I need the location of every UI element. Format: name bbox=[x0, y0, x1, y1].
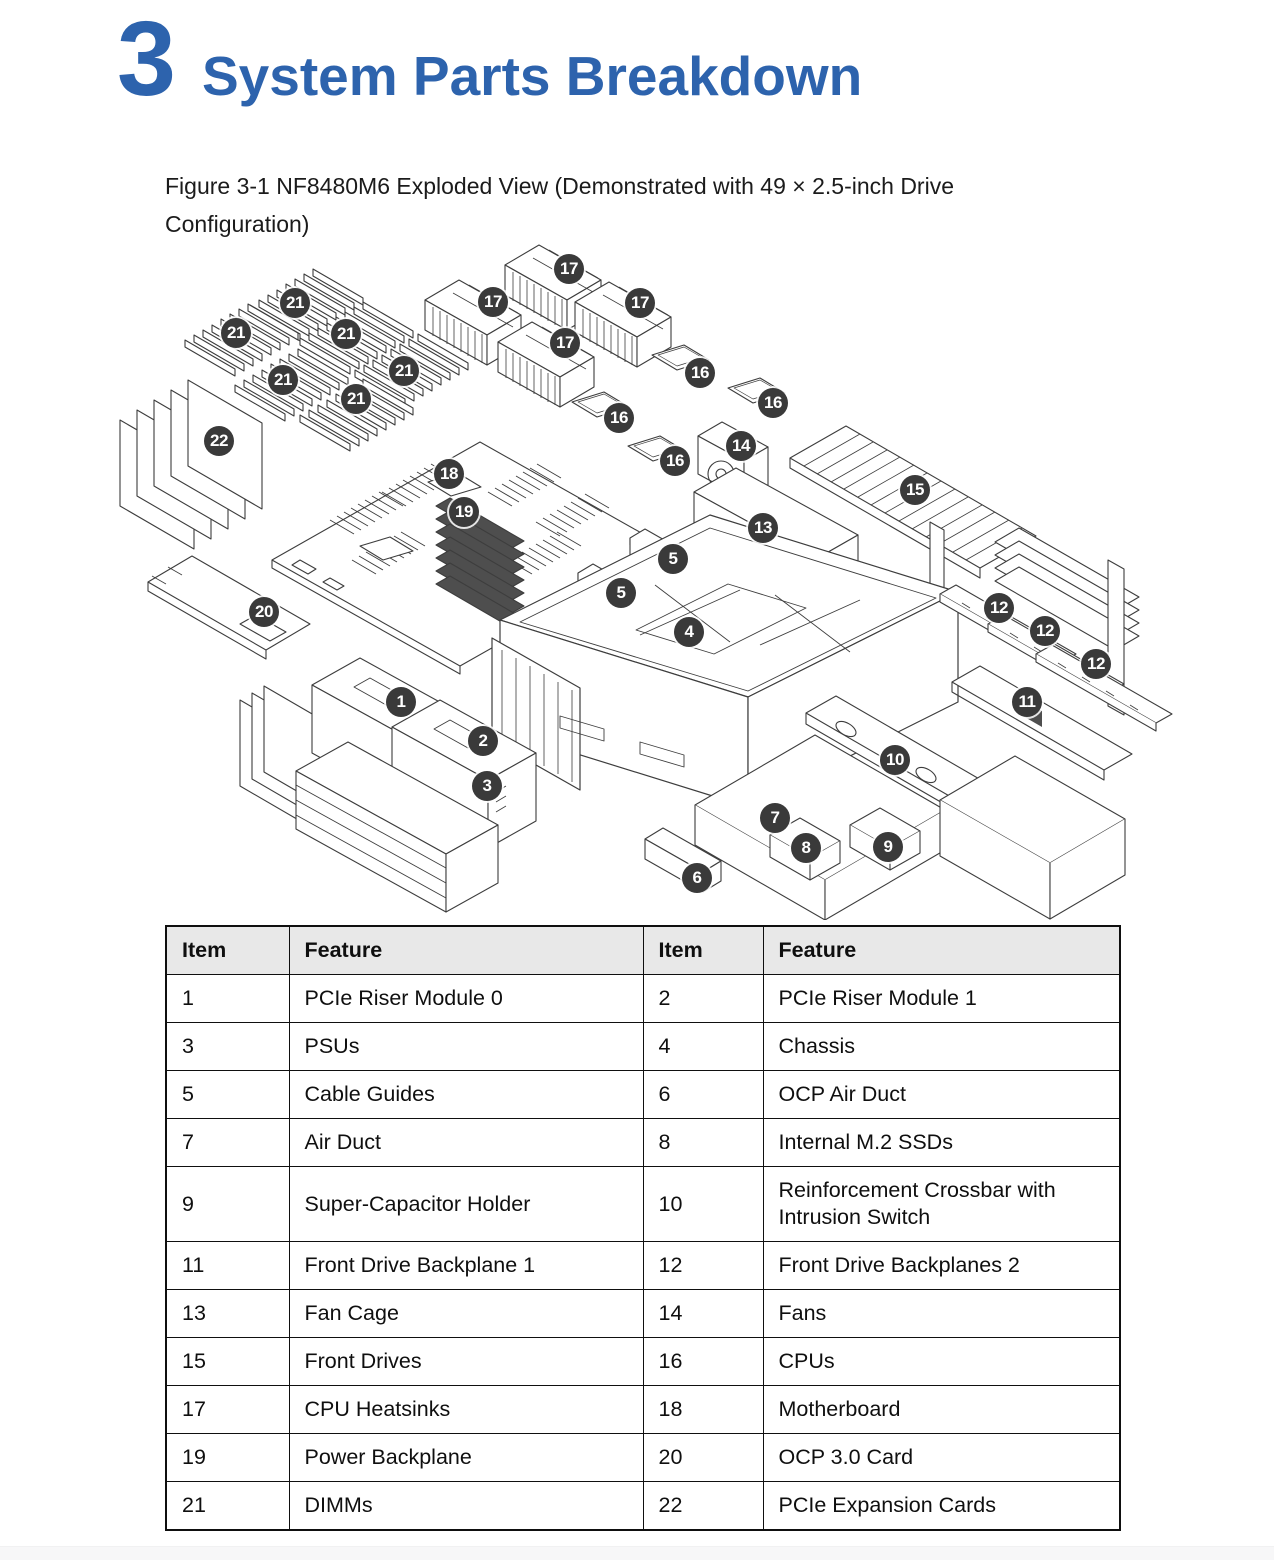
callout-11: 11 bbox=[1012, 687, 1042, 717]
feature-cell: PCIe Riser Module 0 bbox=[289, 975, 643, 1023]
callout-21: 21 bbox=[268, 365, 298, 395]
ocp-card-drawing bbox=[148, 556, 310, 659]
feature-cell: OCP Air Duct bbox=[763, 1071, 1120, 1119]
table-row bbox=[166, 1386, 1120, 1434]
item-cell: 12 bbox=[643, 1242, 763, 1290]
feature-cell: Chassis bbox=[763, 1023, 1120, 1071]
callout-4: 4 bbox=[674, 617, 704, 647]
callout-17: 17 bbox=[554, 254, 584, 284]
callout-22: 22 bbox=[204, 426, 234, 456]
feature-cell: DIMMs bbox=[289, 1482, 643, 1531]
feature-cell: CPU Heatsinks bbox=[289, 1386, 643, 1434]
item-cell: 21 bbox=[166, 1482, 289, 1531]
table-row bbox=[166, 1119, 1120, 1167]
item-cell: 16 bbox=[643, 1338, 763, 1386]
figure-caption-line2: Configuration) bbox=[165, 211, 310, 237]
item-cell: 7 bbox=[166, 1119, 289, 1167]
callout-16: 16 bbox=[660, 446, 690, 476]
table-row bbox=[166, 1242, 1120, 1290]
item-cell: 10 bbox=[643, 1167, 763, 1242]
item-cell: 15 bbox=[166, 1338, 289, 1386]
heatsinks-drawing bbox=[425, 245, 671, 407]
item-cell: 14 bbox=[643, 1290, 763, 1338]
feature-cell: OCP 3.0 Card bbox=[763, 1434, 1120, 1482]
item-cell: 9 bbox=[166, 1167, 289, 1242]
column-header-feature: Feature bbox=[289, 926, 643, 975]
column-header-feature: Feature bbox=[763, 926, 1120, 975]
table-row bbox=[166, 1023, 1120, 1071]
item-cell: 2 bbox=[643, 975, 763, 1023]
callout-16: 16 bbox=[758, 388, 788, 418]
item-cell: 22 bbox=[643, 1482, 763, 1531]
column-header-item: Item bbox=[166, 926, 289, 975]
feature-cell: PSUs bbox=[289, 1023, 643, 1071]
item-cell: 3 bbox=[166, 1023, 289, 1071]
callout-17: 17 bbox=[478, 287, 508, 317]
feature-cell: PCIe Riser Module 1 bbox=[763, 975, 1120, 1023]
item-cell: 6 bbox=[643, 1071, 763, 1119]
table-header-row bbox=[166, 926, 1120, 975]
callout-21: 21 bbox=[280, 288, 310, 318]
feature-cell: Power Backplane bbox=[289, 1434, 643, 1482]
callout-17: 17 bbox=[550, 328, 580, 358]
chapter-heading bbox=[117, 0, 863, 118]
callout-5: 5 bbox=[606, 578, 636, 608]
item-cell: 8 bbox=[643, 1119, 763, 1167]
parts-table bbox=[165, 925, 1121, 1531]
callout-15: 15 bbox=[900, 475, 930, 505]
callout-16: 16 bbox=[685, 358, 715, 388]
exploded-view-figure bbox=[0, 230, 1274, 920]
callout-14: 14 bbox=[726, 431, 756, 461]
item-cell: 18 bbox=[643, 1386, 763, 1434]
callout-8: 8 bbox=[791, 833, 821, 863]
table-row bbox=[166, 1167, 1120, 1242]
chapter-number: 3 bbox=[117, 0, 176, 118]
feature-cell: Front Drive Backplanes 2 bbox=[763, 1242, 1120, 1290]
callout-21: 21 bbox=[331, 319, 361, 349]
item-cell: 5 bbox=[166, 1071, 289, 1119]
callout-6: 6 bbox=[682, 863, 712, 893]
item-cell: 17 bbox=[166, 1386, 289, 1434]
pcie-cards-drawing bbox=[120, 380, 262, 549]
feature-cell: Fan Cage bbox=[289, 1290, 643, 1338]
callout-7: 7 bbox=[760, 803, 790, 833]
callout-21: 21 bbox=[221, 318, 251, 348]
item-cell: 13 bbox=[166, 1290, 289, 1338]
table-row bbox=[166, 1071, 1120, 1119]
page-bottom-strip bbox=[0, 1546, 1274, 1560]
callout-16: 16 bbox=[604, 403, 634, 433]
callout-3: 3 bbox=[472, 771, 502, 801]
page-title: System Parts Breakdown bbox=[201, 45, 863, 107]
callout-2: 2 bbox=[468, 726, 498, 756]
table-row bbox=[166, 1290, 1120, 1338]
item-cell: 11 bbox=[166, 1242, 289, 1290]
callout-21: 21 bbox=[341, 384, 371, 414]
callout-10: 10 bbox=[880, 745, 910, 775]
feature-cell: Fans bbox=[763, 1290, 1120, 1338]
callout-12: 12 bbox=[984, 593, 1014, 623]
column-header-item: Item bbox=[643, 926, 763, 975]
feature-cell: Super-Capacitor Holder bbox=[289, 1167, 643, 1242]
callout-13: 13 bbox=[748, 513, 778, 543]
feature-cell: PCIe Expansion Cards bbox=[763, 1482, 1120, 1531]
feature-cell: Reinforcement Crossbar with Intrusion Switch bbox=[763, 1167, 1120, 1242]
callout-1: 1 bbox=[386, 687, 416, 717]
figure-caption-line1: Figure 3-1 NF8480M6 Exploded View (Demonstrated with 49 × 2.5-inch Drive bbox=[165, 173, 954, 199]
callout-20: 20 bbox=[249, 597, 279, 627]
callout-17: 17 bbox=[625, 288, 655, 318]
item-cell: 1 bbox=[166, 975, 289, 1023]
feature-cell: Internal M.2 SSDs bbox=[763, 1119, 1120, 1167]
exploded-view-drawing bbox=[0, 230, 1274, 920]
callout-12: 12 bbox=[1030, 616, 1060, 646]
feature-cell: Front Drives bbox=[289, 1338, 643, 1386]
callout-18: 18 bbox=[434, 459, 464, 489]
feature-cell: Front Drive Backplane 1 bbox=[289, 1242, 643, 1290]
table-row bbox=[166, 1482, 1120, 1531]
callout-9: 9 bbox=[873, 832, 903, 862]
feature-cell: Air Duct bbox=[289, 1119, 643, 1167]
item-cell: 4 bbox=[643, 1023, 763, 1071]
feature-cell: Cable Guides bbox=[289, 1071, 643, 1119]
table-row bbox=[166, 975, 1120, 1023]
item-cell: 20 bbox=[643, 1434, 763, 1482]
table-row bbox=[166, 1338, 1120, 1386]
table-row bbox=[166, 1434, 1120, 1482]
callout-5: 5 bbox=[658, 544, 688, 574]
callout-19: 19 bbox=[449, 497, 479, 527]
feature-cell: CPUs bbox=[763, 1338, 1120, 1386]
callout-12: 12 bbox=[1081, 649, 1111, 679]
feature-cell: Motherboard bbox=[763, 1386, 1120, 1434]
item-cell: 19 bbox=[166, 1434, 289, 1482]
callout-21: 21 bbox=[389, 356, 419, 386]
